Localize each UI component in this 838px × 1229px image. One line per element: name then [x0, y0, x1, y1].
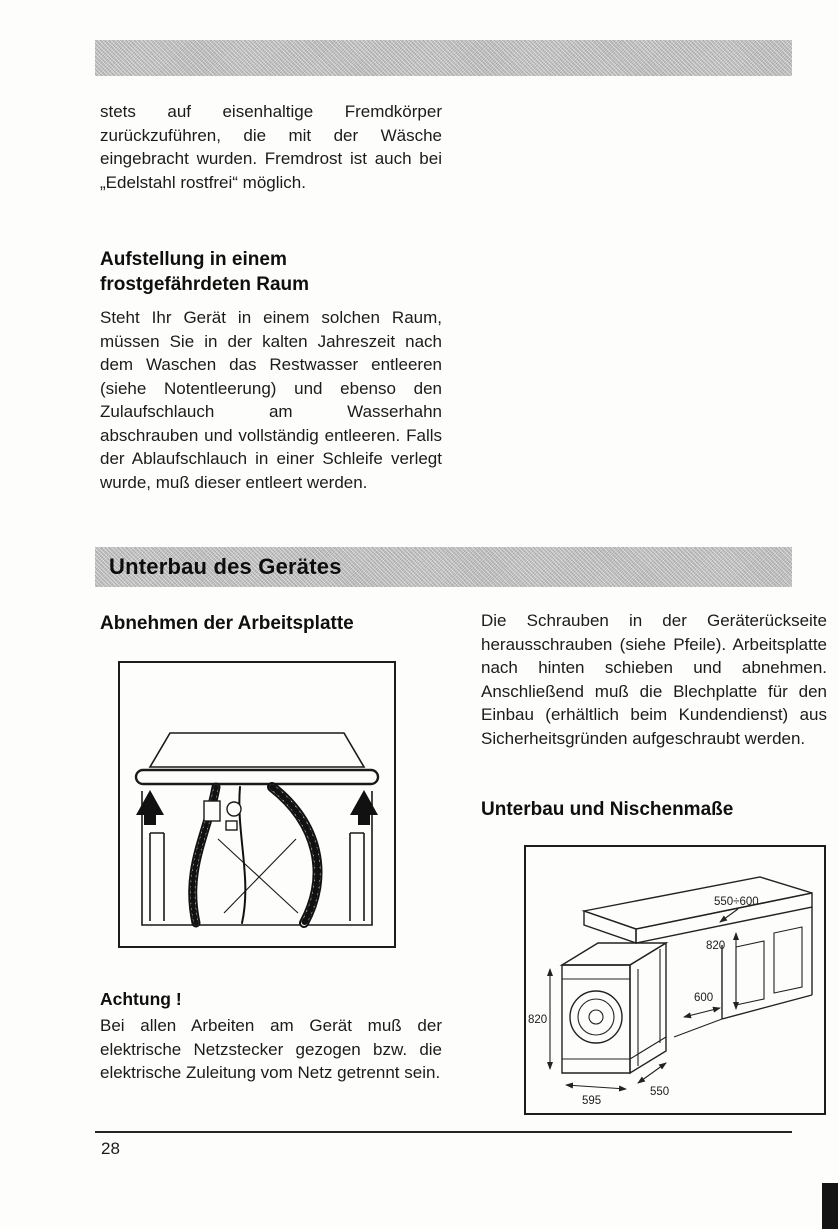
machine-width-arrow [566, 1085, 626, 1089]
dim-machine-height: 820 [528, 1014, 548, 1026]
machine-top-face [562, 943, 666, 965]
dim-niche-depth: 600 [694, 992, 714, 1004]
machine-door-inner-ring [578, 999, 614, 1035]
page-number: 28 [101, 1139, 120, 1158]
dim-machine-depth: 550 [650, 1086, 670, 1098]
scan-corner-mark [822, 1183, 838, 1229]
worktop-heading: Abnehmen der Arbeitsplatte [100, 613, 354, 634]
section-banner-title: Unterbau des Gerätes [109, 554, 342, 579]
rear-panel-outline [142, 791, 372, 925]
section-banner [95, 547, 792, 587]
worktop-instructions-paragraph: Die Schrauben in der Geräterückseite herausschrauben (siehe Pfeile). Arbeitsplatte nach hinten schieben und abnehmen. Anschließend muß die Blechplatte für den Einbau (erhältlich beim Kundendienst) aus Sicherheitsgründen aufgeschraubt werden. [481, 611, 827, 748]
worktop-rear-rail [136, 770, 378, 784]
drain-hose [272, 787, 318, 923]
washing-machine-rear-drawing [120, 663, 394, 946]
built-under-dimension-drawing [526, 847, 824, 1113]
machine-front-face [562, 965, 630, 1073]
frost-section-heading: Aufstellung in einem frostgefährdeten Raum [100, 249, 310, 295]
dim-machine-width: 595 [582, 1095, 602, 1107]
niche-depth-arrow [684, 1008, 720, 1017]
counter-left-face [584, 911, 636, 943]
caution-heading: Achtung ! [100, 989, 182, 1009]
niche-heading: Unterbau und Nischenmaße [481, 799, 734, 820]
machine-door-hub [589, 1010, 603, 1024]
intro-paragraph: stets auf eisenhaltige Fremdkörper zurückzuführen, die mit der Wäsche eingebracht wurden. Fremdrost ist auch bei „Edelstahl rostfrei“ möglich. [100, 102, 442, 192]
caution-paragraph: Bei allen Arbeiten am Gerät muß der elektrische Netzstecker gezogen bzw. die elektrische Zuleitung vom Netz getrennt sein. [100, 1016, 442, 1082]
right-side-channel [350, 833, 364, 921]
machine-panel-lines [562, 949, 666, 1066]
left-side-channel [150, 833, 164, 921]
up-arrow-left-icon [136, 790, 164, 825]
niche-dimensions-illustration [524, 845, 826, 1115]
up-arrow-right-icon [350, 790, 378, 825]
cabinet-doors [736, 927, 802, 1005]
worktop-removal-illustration [118, 661, 396, 948]
floor-edge [674, 1019, 722, 1037]
header-scan-band [95, 40, 792, 76]
frost-section-paragraph: Steht Ihr Gerät in einem solchen Raum, müssen Sie in der kalten Jahreszeit nach dem Waschen das Restwasser entleeren (siehe Notentleerung) und ebenso den Zulaufschlauch am Wasserhahn abschrauben und vollständig entleeren. Falls der Ablaufschlauch in einer Schleife verlegt wurde, muß dieser entleert werden. [100, 308, 442, 492]
footer-rule [95, 1131, 792, 1133]
worktop-slab [150, 733, 364, 767]
dim-counter-depth: 550÷600 [714, 896, 759, 908]
machine-side-face [630, 943, 666, 1073]
brace-lines [218, 839, 298, 913]
counter-top-face [584, 877, 812, 929]
dim-niche-height: 820 [706, 940, 726, 952]
